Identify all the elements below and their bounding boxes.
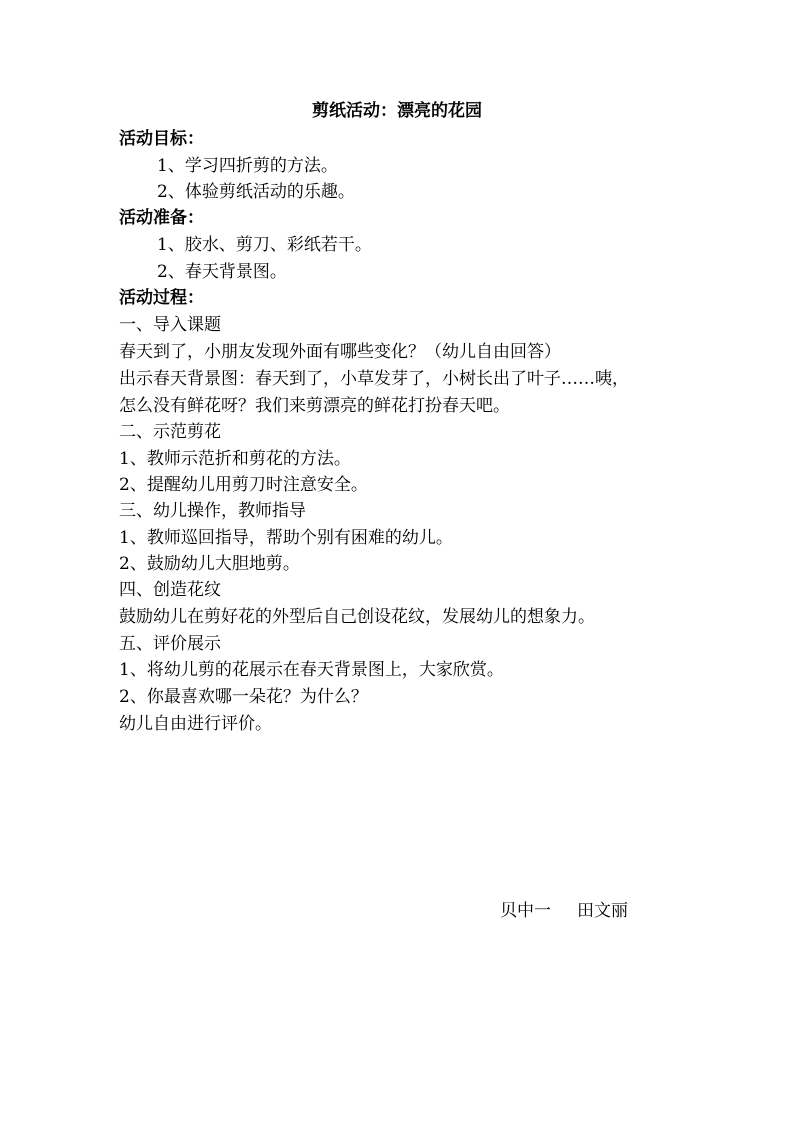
- process-line: 2、鼓励幼儿大胆地剪。: [119, 554, 300, 574]
- process-line: 鼓励幼儿在剪好花的外型后自己创设花纹，发展幼儿的想象力。: [119, 607, 595, 627]
- process-line: 一、导入课题: [119, 315, 221, 335]
- process-line: 五、评价展示: [119, 634, 221, 654]
- goal-item: 2、体验剪纸活动的乐趣。: [157, 182, 355, 202]
- process-line: 怎么没有鲜花呀？我们来剪漂亮的鲜花打扮春天吧。: [119, 396, 510, 416]
- prep-item: 2、春天背景图。: [157, 262, 287, 282]
- process-line: 幼儿自由进行评价。: [119, 714, 272, 734]
- goals-heading: 活动目标：: [119, 129, 204, 149]
- signature-name: 田文丽: [577, 901, 628, 921]
- process-line: 三、幼儿操作，教师指导: [119, 501, 306, 521]
- prep-heading: 活动准备：: [119, 208, 204, 228]
- process-line: 2、提醒幼儿用剪刀时注意安全。: [119, 475, 368, 495]
- process-line: 二、示范剪花: [119, 422, 221, 442]
- process-line: 1、教师示范折和剪花的方法。: [119, 449, 351, 469]
- prep-item: 1、胶水、剪刀、彩纸若干。: [157, 235, 372, 255]
- process-line: 1、将幼儿剪的花展示在春天背景图上，大家欣赏。: [119, 660, 504, 680]
- goal-item: 1、学习四折剪的方法。: [157, 156, 338, 176]
- process-line: 2、你最喜欢哪一朵花？为什么？: [119, 687, 368, 707]
- process-line: 春天到了，小朋友发现外面有哪些变化？（幼儿自由回答）: [119, 342, 561, 362]
- document-title: 剪纸活动：漂亮的花园: [312, 101, 482, 121]
- signature-class: 贝中一: [500, 901, 551, 921]
- process-heading: 活动过程：: [119, 288, 204, 308]
- signature: [500, 900, 628, 922]
- process-line: 四、创造花纹: [119, 580, 221, 600]
- process-line: 1、教师巡回指导，帮助个别有困难的幼儿。: [119, 528, 453, 548]
- process-line: 出示春天背景图：春天到了，小草发芽了，小树长出了叶子……咦，: [119, 369, 629, 389]
